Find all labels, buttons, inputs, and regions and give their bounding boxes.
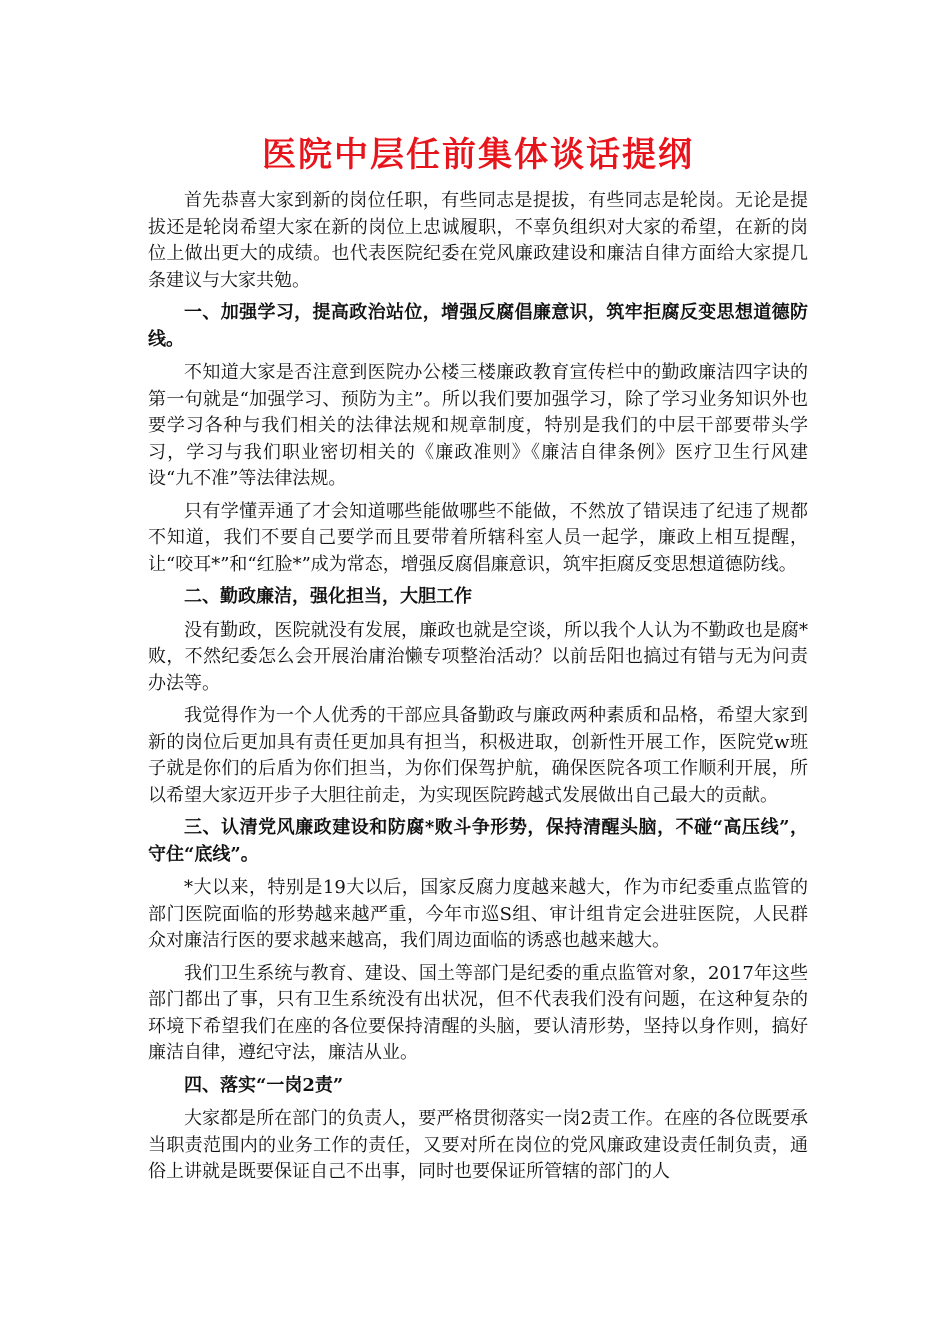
paragraph: 我觉得作为一个人优秀的干部应具备勤政与廉政两种素质和品格，希望大家到新的岗位后更加具有责任更加具有担当，积极进取，创新性开展工作，医院党w班子就是你们的后盾为你们担当，为你们保驾护航，确保医院各项工作顺利开展，所以希望大家迈开步子大胆往前走，为实现医院跨越式发展做出自己最大的贡献。 xyxy=(148,705,808,806)
paragraph: 没有勤政，医院就没有发展，廉政也就是空谈，所以我个人认为不勤政也是腐*败，不然纪委怎么会开展治庸治懒专项整治活动？以前岳阳也搞过有错与无为问责办法等。 xyxy=(148,619,808,694)
section-heading-4: 四、落实“一岗2责” xyxy=(184,1074,344,1096)
section-heading-1: 一、加强学习，提高政治站位，增强反腐倡廉意识，筑牢拒腐反变思想道德防线。 xyxy=(148,302,808,350)
document-page xyxy=(148,132,808,1192)
section-heading-3: 三、认清党风廉政建设和防腐*败斗争形势，保持清醒头脑，不碰“高压线”，守住“底线”。 xyxy=(148,817,808,865)
paragraph: *大以来，特别是19大以后，国家反腐力度越来越大，作为市纪委重点监管的部门医院面临的形势越来越严重，今年市巡S组、审计组肯定会进驻医院，人民群众对廉洁行医的要求越来越高，我们周边面临的诱惑也越来越大。 xyxy=(148,877,808,951)
paragraph: 大家都是所在部门的负责人，要严格贯彻落实一岗2责工作。在座的各位既要承当职责范围内的业务工作的责任，又要对所在岗位的党风廉政建设责任制负责，通俗上讲就是既要保证自己不出事，同时也要保证所管辖的部门的人 xyxy=(148,1108,808,1182)
document-title: 医院中层任前集体谈话提纲 xyxy=(262,135,694,175)
section-heading-2: 二、勤政廉洁，强化担当，大胆工作 xyxy=(184,586,472,607)
paragraph: 不知道大家是否注意到医院办公楼三楼廉政教育宣传栏中的勤政廉洁四字诀的第一句就是“加强学习、预防为主”。所以我们要加强学习，除了学习业务知识外也要学习各种与我们相关的法律法规和规章制度，特别是我们的中层干部要带头学习，学习与我们职业密切相关的《廉政准则》《廉洁自律条例》医疗卫生行风建设“九不准”等法律法规。 xyxy=(148,362,808,489)
paragraph: 只有学懂弄通了才会知道哪些能做哪些不能做，不然放了错误违了纪违了规都不知道，我们不要自己要学而且要带着所辖科室人员一起学，廉政上相互提醒，让“咬耳*”和“红脸*”成为常态，增强反腐倡廉意识，筑牢拒腐反变思想道德防线。 xyxy=(148,500,808,575)
paragraph-intro: 首先恭喜大家到新的岗位任职，有些同志是提拔，有些同志是轮岗。无论是提拔还是轮岗希望大家在新的岗位上忠诚履职，不辜负组织对大家的希望，在新的岗位上做出更大的成绩。也代表医院纪委在党风廉政建设和廉洁自律方面给大家提几条建议与大家共勉。 xyxy=(148,190,808,291)
paragraph: 我们卫生系统与教育、建设、国土等部门是纪委的重点监管对象，2017年这些部门都出了事，只有卫生系统没有出状况，但不代表我们没有问题，在这种复杂的环境下希望我们在座的各位要保持清醒的头脑，要认清形势，坚持以身作则，搞好廉洁自律，遵纪守法，廉洁从业。 xyxy=(148,962,808,1063)
